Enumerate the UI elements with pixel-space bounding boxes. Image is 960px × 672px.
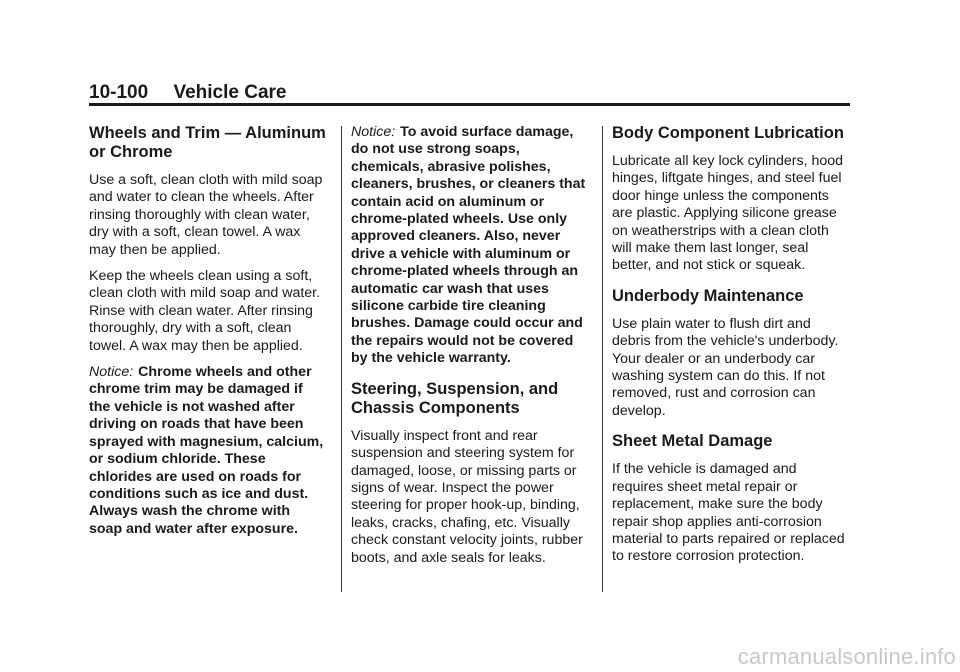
paragraph: Visually inspect front and rear suspension and steering system for damaged, loose, or missing parts or signs of wear. Inspect the power steering for proper hook-up, binding, leaks, cracks, chafing, etc. Visually check constant velocity joints, rubber boots, and axle seals for leaks.	[351, 427, 583, 566]
heading-underbody-maintenance: Underbody Maintenance	[612, 286, 804, 305]
notice-block	[89, 364, 327, 538]
notice-block	[351, 124, 589, 368]
column-divider	[341, 126, 342, 592]
heading-body-lubrication: Body Component Lubrication	[612, 124, 844, 142]
column-3	[612, 124, 850, 575]
notice-label: Notice:	[89, 364, 134, 381]
page-number: 10-100	[89, 82, 149, 103]
section-title: Vehicle Care	[173, 82, 287, 103]
watermark-text: carmanualsonline.info	[737, 644, 956, 669]
heading-sheet-metal-damage: Sheet Metal Damage	[612, 432, 773, 451]
paragraph: Keep the wheels clean using a soft, clean cloth with mild soap and water. Rinse with clean water. After rinsing thoroughly, dry with a soft, clean towel. A wax may then be applied.	[89, 268, 321, 354]
notice-text: To avoid surface damage, do not use strong soaps, chemicals, abrasive polishes, cleaners, brushes, or cleaners that contain acid on aluminum or chrome-plated wheels. Use only approved cleaners. Also, never drive a vehicle with aluminum or chrome-plated wheels through an automatic car wash that uses silicone carbide tire cleaning brushes. Damage could occur and the repairs would not be covered by the vehicle warranty.	[351, 124, 586, 367]
paragraph: If the vehicle is damaged and requires sheet metal repair or replacement, make sure the body repair shop applies anti-corrosion material to parts repaired or replaced to restore corrosion protection.	[612, 461, 845, 565]
column-divider	[602, 126, 603, 592]
column-1	[89, 124, 327, 547]
paragraph: Lubricate all key lock cylinders, hood hinges, liftgate hinges, and steel fuel door hinge unless the components are plastic. Applying silicone grease on weatherstrips with a clean cloth will make them last longer, seal better, and not stick or squeak.	[612, 153, 844, 274]
notice-text: Chrome wheels and other chrome trim may be damaged if the vehicle is not washed after driving on roads that have been sprayed with magnesium, calcium, or sodium chloride. These chlorides are used on roads for conditions such as ice and dust. Always wash the chrome with soap and water after exposure.	[89, 364, 324, 537]
notice-label: Notice:	[351, 124, 396, 140]
heading-wheels-trim: Wheels and Trim — Aluminum or Chrome	[89, 124, 326, 161]
heading-steering-suspension: Steering, Suspension, and Chassis Components	[351, 379, 559, 417]
header-rule	[89, 103, 850, 106]
paragraph: Use plain water to flush dirt and debris from the vehicle's underbody. Your dealer or an underbody car washing system can do this. If not removed, rust and corrosion can develop.	[612, 315, 839, 419]
paragraph: Use a soft, clean cloth with mild soap and water to clean the wheels. After rinsing thoroughly with clean water, dry with a soft, clean towel. A wax may then be applied.	[89, 172, 323, 258]
page-header	[89, 81, 850, 105]
column-2	[351, 124, 589, 576]
